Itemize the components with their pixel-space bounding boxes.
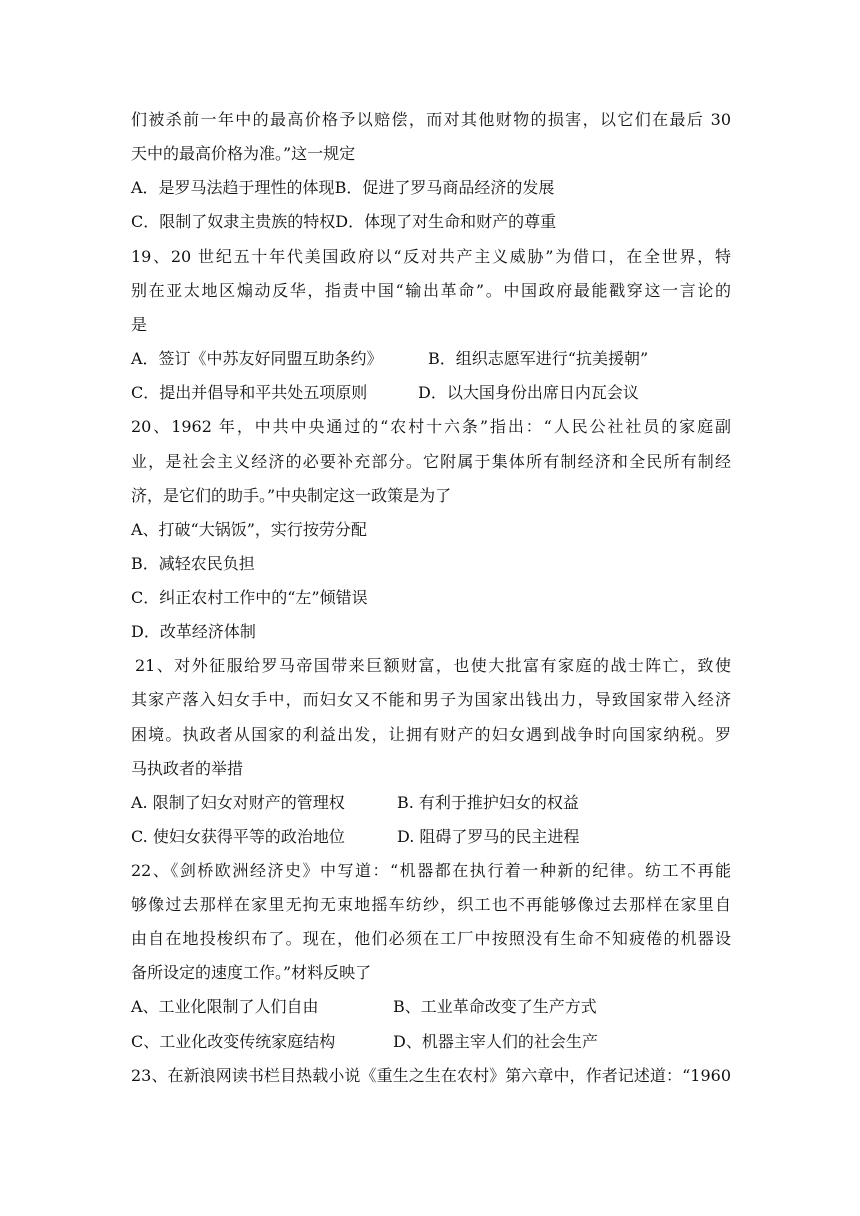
q22-options-row-2 [131,1030,731,1054]
q21-line-1: 21、对外征服给罗马帝国带来巨额财富，也使大批富有家庭的战士阵亡，致使 [135,656,731,675]
q19-line-2: 别在亚太地区煽动反华，指责中国“输出革命”。中国政府最能戳穿这一言论的 [131,281,731,300]
q21-option-b: B. 有利于推护妇女的权益 [397,793,579,812]
q18-options-row-2 [131,210,731,234]
q19-option-b: B．组织志愿军进行“抗美援朝” [428,349,649,368]
q23-line-1: 23、在新浪网读书栏目热载小说《重生之生在农村》第六章中，作者记述道：“1960 [131,1066,731,1085]
q22-option-c: C、工业化改变传统家庭结构 [131,1032,336,1051]
q22-options-row-1 [131,995,731,1019]
q19-options-row-2 [131,381,731,405]
q19-options-row-1 [131,347,731,371]
q18-option-d: D．体现了对生命和财产的尊重 [335,212,557,231]
q21-option-d: D. 阻碍了罗马的民主进程 [397,827,580,846]
q22-line-2: 够像过去那样在家里无拘无束地摇车纺纱，织工也不再能够像过去那样在家里自 [131,895,731,914]
q22-line-4: 备所设定的速度工作。”材料反映了 [131,963,372,982]
q18-line-2: 天中的最高价格为准。”这一规定 [131,144,356,163]
q21-options-row-2 [131,825,731,849]
q22-option-a: A、工业化限制了人们自由 [131,997,319,1016]
q20-line-1: 20、1962 年，中共中央通过的“农村十六条”指出：“人民公社社员的家庭副 [131,417,731,436]
q18-option-a: A．是罗马法趋于理性的体现 [131,178,335,197]
q22-option-d: D、机器主宰人们的社会生产 [393,1032,598,1051]
q18-option-b: B．促进了罗马商品经济的发展 [334,178,555,197]
q21-line-3: 困境。执政者从国家的利益出发，让拥有财产的妇女遇到战争时向国家纳税。罗 [131,725,731,744]
q22-line-3: 由自在地投梭织布了。现在，他们必须在工厂中按照没有生命不知疲倦的机器设 [131,929,731,948]
q21-option-c: C. 使妇女获得平等的政治地位 [131,827,345,846]
q22-line-1: 22、《剑桥欧洲经济史》中写道：“机器都在执行着一种新的纪律。纺工不再能 [131,861,731,880]
q21-options-row-1 [131,791,731,815]
q18-options-row-1 [131,176,731,200]
q20-option-c: C．纠正农村工作中的“左”倾错误 [131,588,368,607]
q20-option-a: A、打破“大锅饭”，实行按劳分配 [131,520,367,539]
q20-line-2: 业，是社会主义经济的必要补充部分。它附属于集体所有制经济和全民所有制经 [131,452,731,471]
q20-option-d: D．改革经济体制 [131,622,256,641]
q20-option-b: B．减轻农民负担 [131,554,255,573]
q18-line-1: 们被杀前一年中的最高价格予以赔偿，而对其他财物的损害，以它们在最后 30 [131,110,731,129]
q18-option-c: C．限制了奴隶主贵族的特权 [131,212,336,231]
q19-option-c: C．提出并倡导和平共处五项原则 [131,383,368,402]
q21-line-4: 马执政者的举措 [131,759,244,778]
q19-option-a: A．签订《中苏友好同盟互助条约》 [131,349,383,368]
q21-option-a: A. 限制了妇女对财产的管理权 [131,793,345,812]
q19-option-d: D．以大国身份出席日内瓦会议 [418,383,639,402]
q19-line-3: 是 [131,315,148,334]
q22-option-b: B、工业革命改变了生产方式 [393,997,597,1016]
q21-line-2: 其家产落入妇女手中，而妇女又不能和男子为国家出钱出力，导致国家带入经济 [131,690,731,709]
q19-line-1: 19、20 世纪五十年代美国政府以“反对共产主义威胁”为借口，在全世界，特 [131,247,731,266]
q20-line-3: 济，是它们的助手。”中央制定这一政策是为了 [131,486,452,505]
